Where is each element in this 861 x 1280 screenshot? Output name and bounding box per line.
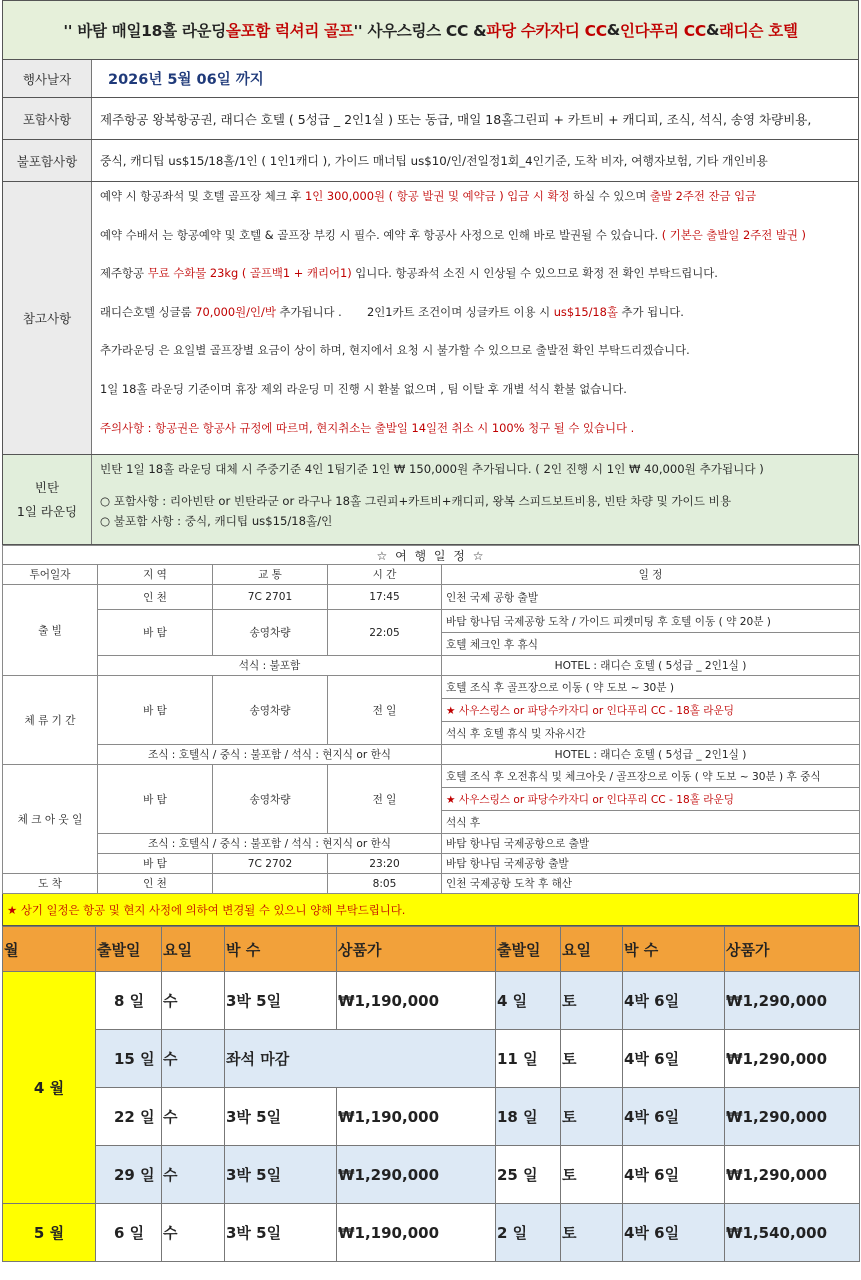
note-highlight: us$15/18홀: [553, 304, 618, 319]
depart-date: 22 일: [96, 1088, 162, 1146]
title-highlight: 파당 수카자디 CC: [486, 22, 607, 40]
event-date-label: 행사날자: [3, 60, 92, 97]
time: 23:20: [328, 854, 442, 874]
note-highlight: 70,000원/인/박: [195, 304, 276, 319]
excluded-row: [2, 140, 859, 182]
excluded-label: 불포함사항: [3, 140, 92, 181]
schedule-change-warning: ★ 상기 일정은 항공 및 현지 사정에 의하여 변경될 수 있으니 양해 부탁드립니다.: [2, 894, 859, 926]
price: ₩1,540,000: [725, 1204, 860, 1262]
sold-out: 좌석 마감: [225, 1030, 496, 1088]
event-date-value: 2026년 5월 06일 까지: [108, 72, 264, 88]
schedule: 석식 후: [442, 811, 860, 834]
notes-row: [2, 182, 859, 455]
weekday: 토: [561, 1146, 623, 1204]
price-row: [3, 972, 860, 1030]
depart-date: 11 일: [496, 1030, 561, 1088]
weekday: 토: [561, 1204, 623, 1262]
price: ₩1,290,000: [725, 1088, 860, 1146]
price: ₩1,290,000: [725, 1030, 860, 1088]
day-stay: 체 류 기 간: [3, 676, 98, 765]
weekday: 토: [561, 1030, 623, 1088]
schedule-golf: ★ 사우스링스 or 파당수카자디 or 인다푸리 CC - 18홀 라운딩: [442, 788, 860, 811]
transport: 7C 2701: [213, 585, 328, 610]
bintan-line: 빈탄 1일 18홀 라운딩 대체 시 주중기준 4인 1팀기준 1인 ₩ 150,000원 추가됩니다. ( 2인 진행 시 1인 ₩ 40,000원 추가됩니다 ): [100, 462, 764, 476]
title-part: '' 사우스링스 CC &: [353, 22, 487, 40]
depart-date: 25 일: [496, 1146, 561, 1204]
day-arrive: 도 착: [3, 874, 98, 894]
price-header: 월: [3, 927, 96, 972]
nights: 4박 6일: [623, 972, 725, 1030]
title-highlight: 래디슨 호텔: [719, 22, 798, 40]
note-text: 하실 수 있으며: [569, 189, 651, 203]
time: 8:05: [328, 874, 442, 894]
region: 인 천: [98, 585, 213, 610]
price-header: 요일: [561, 927, 623, 972]
notes-label: 참고사항: [3, 182, 92, 454]
bintan-details: [92, 455, 858, 544]
transport: 송영차량: [213, 765, 328, 834]
col-header: 교 통: [213, 565, 328, 585]
weekday: 토: [561, 972, 623, 1030]
transport: 송영차량: [213, 610, 328, 656]
price-row: [3, 1088, 860, 1146]
weekday: 토: [561, 1088, 623, 1146]
price-header: 출발일: [96, 927, 162, 972]
note-text: 예약 시 항공좌석 및 호텔 골프장 체크 후: [100, 189, 306, 203]
time: 22:05: [328, 610, 442, 656]
schedule: 호텔 체크인 후 휴식: [442, 633, 860, 656]
page-title: [2, 0, 859, 60]
included-value: 제주항공 왕복항공권, 래디슨 호텔 ( 5성급 _ 2인1실 ) 또는 동급, 매일 18홀그린피 + 카트비 + 캐디피, 조식, 석식, 송영 차량비용,: [100, 111, 812, 127]
weekday: 수: [162, 1030, 225, 1088]
weekday: 수: [162, 1146, 225, 1204]
title-part: &: [606, 21, 620, 39]
month-may: 5 월: [3, 1204, 96, 1262]
meal-info: 조식 : 호텔식 / 중식 : 불포함 / 석식 : 현지식 or 한식: [98, 834, 442, 854]
region: 바 탐: [98, 610, 213, 656]
schedule: 석식 후 호텔 휴식 및 자유시간: [442, 722, 860, 745]
bintan-line: ○ 포함사항 : 리아빈탄 or 빈탄라군 or 라구나 18홀 그린피+카트비+캐디피, 왕복 스피드보트비용, 빈탄 차량 및 가이드 비용: [100, 494, 732, 508]
time: 17:45: [328, 585, 442, 610]
note-line: [100, 265, 850, 304]
note-text: 제주항공: [100, 266, 148, 281]
schedule: 인천 국제 공항 출발: [442, 585, 860, 610]
bintan-label-line: 빈탄: [34, 479, 60, 495]
region: 인 천: [98, 874, 213, 894]
note-text: 추가 됩니다.: [617, 304, 684, 319]
region: 바 탐: [98, 765, 213, 834]
transport: 송영차량: [213, 676, 328, 745]
itinerary-caption: ☆ 여 행 일 정 ☆: [3, 546, 860, 565]
price: ₩1,290,000: [337, 1146, 496, 1204]
depart-date: 18 일: [496, 1088, 561, 1146]
bintan-line: ○ 불포함 사항 : 중식, 캐디팁 us$15/18홀/인: [100, 514, 333, 528]
depart-date: 8 일: [96, 972, 162, 1030]
weekday: 수: [162, 1204, 225, 1262]
col-header: 시 간: [328, 565, 442, 585]
nights: 3박 5일: [225, 1204, 337, 1262]
depart-date: 4 일: [496, 972, 561, 1030]
note-text: 입니다. 항공좌석 소진 시 인상될 수 있으므로 확정 전 확인 부탁드립니다.: [351, 266, 718, 281]
month-april: 4 월: [3, 972, 96, 1204]
schedule: 호텔 조식 후 골프장으로 이동 ( 약 도보 ~ 30분 ): [442, 676, 860, 699]
col-header: 일 정: [442, 565, 860, 585]
price-row: [3, 1146, 860, 1204]
schedule: 바탐 항나딤 국제공항 출발: [442, 854, 860, 874]
schedule: 인천 국제공항 도착 후 해산: [442, 874, 860, 894]
bintan-label-line: 1일 라운딩: [16, 503, 78, 519]
day-depart: 출 빌: [3, 585, 98, 676]
price: ₩1,190,000: [337, 972, 496, 1030]
included-row: [2, 98, 859, 140]
schedule-golf: ★ 사우스링스 or 파당수카자디 or 인다푸리 CC - 18홀 라운딩: [442, 699, 860, 722]
title-part: '' 바탐 매일18홀 라운딩: [63, 22, 226, 40]
notes-list: [92, 182, 858, 454]
note-text: 예약 수배서 는 항공예약 및 호텔 & 골프장 부킹 시 필수. 예약 후 항공사 사정으로 인해 바로 발권될 수 있습니다.: [100, 227, 662, 242]
bintan-row: [2, 455, 859, 545]
note-highlight: 1인 300,000원 ( 항공 발권 및 예약금 ) 입금 시 확정: [305, 189, 570, 203]
nights: 4박 6일: [623, 1146, 725, 1204]
note-highlight: 무료 수화물 23kg ( 골프백1 + 캐리어1): [147, 266, 352, 281]
hotel-info: HOTEL : 래디슨 호텔 ( 5성급 _ 2인1실 ): [442, 745, 860, 765]
weekday: 수: [162, 1088, 225, 1146]
time: 전 일: [328, 676, 442, 745]
note-text: 래디슨호텔 싱글룸: [100, 304, 196, 319]
title-part: &: [705, 21, 720, 39]
included-label: 포함사항: [3, 98, 92, 139]
nights: 4박 6일: [623, 1030, 725, 1088]
price-header: 상품가: [725, 927, 860, 972]
price-header: 박 수: [225, 927, 337, 972]
title-highlight: 인다푸리 CC: [620, 22, 706, 40]
price: ₩1,190,000: [337, 1204, 496, 1262]
region: 바 탐: [98, 676, 213, 745]
time: 전 일: [328, 765, 442, 834]
meal-info: 석식 : 불포함: [98, 656, 442, 676]
nights: 3박 5일: [225, 1088, 337, 1146]
nights: 3박 5일: [225, 1146, 337, 1204]
day-checkout: 체 크 아 웃 일: [3, 765, 98, 874]
bintan-label: [3, 455, 92, 544]
nights: 4박 6일: [623, 1204, 725, 1262]
event-date-row: [2, 60, 859, 98]
depart-date: 6 일: [96, 1204, 162, 1262]
weekday: 수: [162, 972, 225, 1030]
schedule: 호텔 조식 후 오전휴식 및 체크아웃 / 골프장으로 이동 ( 약 도보 ~ 30분 ) 후 중식: [442, 765, 860, 788]
price-table: [2, 926, 860, 1262]
note-line: [100, 227, 850, 266]
note-line: 추가라운딩 은 요일별 골프장별 요금이 상이 하며, 현지에서 요청 시 불가할 수 있으므로 출발전 확인 부탁드리겠습니다.: [100, 343, 690, 358]
depart-date: 15 일: [96, 1030, 162, 1088]
schedule: 바탐 항나딤 국제공항으로 출발: [442, 834, 860, 854]
price-header: 출발일: [496, 927, 561, 972]
note-line: 1일 18홀 라운딩 기준이며 휴장 제외 라운딩 미 진행 시 환불 없으며 , 팀 이탈 후 개별 석식 환불 없습니다.: [100, 381, 627, 396]
price-row: [3, 1030, 860, 1088]
note-highlight: ( 기본은 출발일 2주전 발권 ): [661, 227, 806, 242]
price-header: 요일: [162, 927, 225, 972]
hotel-info: HOTEL : 래디슨 호텔 ( 5성급 _ 2인1실 ): [442, 656, 860, 676]
note-line-warning: 주의사항 : 항공권은 항공사 규정에 따르며, 현지취소는 출발일 14일전 취소 시 100% 청구 될 수 있습니다 .: [100, 420, 635, 435]
note-highlight: 출발 2주전 잔금 입금: [650, 189, 757, 203]
region: 바 탐: [98, 854, 213, 874]
col-header: 투어일자: [3, 565, 98, 585]
note-line: [100, 304, 850, 343]
depart-date: 2 일: [496, 1204, 561, 1262]
title-highlight: 올포함 럭셔리 골프: [225, 22, 354, 40]
depart-date: 29 일: [96, 1146, 162, 1204]
price: ₩1,290,000: [725, 1146, 860, 1204]
nights: 4박 6일: [623, 1088, 725, 1146]
itinerary-table: [2, 545, 860, 894]
price-row: [3, 1204, 860, 1262]
note-text: 추가됩니다 . 2인1카트 조건이며 싱글카트 이용 시: [275, 304, 554, 319]
meal-info: 조식 : 호텔식 / 중식 : 불포함 / 석식 : 현지식 or 한식: [98, 745, 442, 765]
note-line: [100, 188, 850, 227]
excluded-value: 중식, 캐디팁 us$15/18홀/1인 ( 1인1캐디 ), 가이드 매너팁 us$10/인/전일정1회_4인기준, 도착 비자, 여행자보험, 기타 개인비용: [100, 154, 768, 168]
price: ₩1,290,000: [725, 972, 860, 1030]
price-header: 상품가: [337, 927, 496, 972]
col-header: 지 역: [98, 565, 213, 585]
price: ₩1,190,000: [337, 1088, 496, 1146]
nights: 3박 5일: [225, 972, 337, 1030]
golf-package-flyer: [2, 0, 859, 1262]
schedule: 바탐 항나딤 국제공항 도착 / 가이드 피켓미팅 후 호텔 이동 ( 약 20분 ): [442, 610, 860, 633]
price-header: 박 수: [623, 927, 725, 972]
transport: 7C 2702: [213, 854, 328, 874]
